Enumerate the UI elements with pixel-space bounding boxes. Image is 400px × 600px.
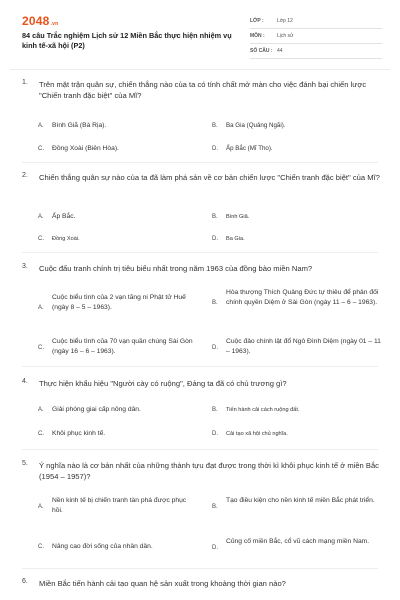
option-text: Ba Gia (Quảng Ngãi). xyxy=(226,122,286,129)
answer-option[interactable] xyxy=(38,429,203,439)
document-meta xyxy=(250,14,382,59)
option-label: A. xyxy=(38,407,44,413)
answer-option[interactable] xyxy=(212,496,377,510)
option-label: C. xyxy=(38,345,44,351)
question-3 xyxy=(22,263,382,274)
option-text: Hòa thượng Thích Quảng Đức tự thiêu để phản đối chính quyền Diệm ở Sài Gòn (ngày 11 – 6 – 1963). xyxy=(226,289,379,306)
question-divider xyxy=(22,366,378,367)
answer-option[interactable] xyxy=(38,293,203,313)
answer-option[interactable] xyxy=(212,537,377,551)
question-header xyxy=(22,578,382,589)
question-number: 5. xyxy=(22,460,28,467)
option-label: A. xyxy=(38,305,44,311)
option-text: Khôi phục kinh tế. xyxy=(52,430,106,437)
meta-row-subject xyxy=(250,29,382,44)
answer-option[interactable] xyxy=(38,542,203,552)
option-label: A. xyxy=(38,504,44,510)
question-divider xyxy=(22,568,378,569)
question-header xyxy=(22,172,382,183)
question-1 xyxy=(22,79,382,101)
option-text: Cải tạo xã hội chủ nghĩa. xyxy=(226,431,288,437)
option-label: A. xyxy=(38,123,44,129)
document-header xyxy=(22,14,382,64)
question-divider xyxy=(22,449,378,450)
option-text: Tạo điều kiện cho nền kinh tế miền Bắc phát triển. xyxy=(226,497,375,504)
answer-option[interactable] xyxy=(212,337,384,357)
header-divider xyxy=(10,69,390,70)
logo-main-text: 2048 xyxy=(22,14,50,28)
option-label: D. xyxy=(212,431,218,437)
option-text: Giải phóng giai cấp nông dân. xyxy=(52,406,141,413)
question-text: Cuộc đấu tranh chính trị tiêu biểu nhất trong năm 1963 của đồng bào miền Nam? xyxy=(39,264,313,273)
question-2 xyxy=(22,172,382,183)
option-text: Đồng Xoài (Biên Hòa). xyxy=(52,145,119,152)
meta-key: MÔN : xyxy=(250,33,265,39)
option-text: Cuộc đảo chính lật đổ Ngô Đình Diệm (ngày 01 – 11 – 1963). xyxy=(226,338,381,355)
meta-value: Lịch sử xyxy=(277,33,294,39)
option-label: B. xyxy=(212,123,218,129)
question-text: Trên mặt trận quân sự, chiến thắng nào của ta có tính chất mở màn cho việc đánh bại chiến lược "Chiến tranh đặc biệt" của Mĩ? xyxy=(39,80,367,100)
answer-option[interactable] xyxy=(38,405,203,415)
option-text: Ấp Bắc (Mĩ Tho). xyxy=(226,145,273,152)
option-label: B. xyxy=(212,214,218,220)
answer-option[interactable] xyxy=(38,337,210,357)
answer-option[interactable] xyxy=(38,144,198,154)
option-label: D. xyxy=(212,545,218,551)
option-label: C. xyxy=(38,544,44,550)
answer-option[interactable] xyxy=(38,234,198,244)
option-label: A. xyxy=(38,214,44,220)
option-label: B. xyxy=(212,504,218,510)
question-number: 6. xyxy=(22,578,28,585)
option-text: Đồng Xoài. xyxy=(52,236,80,242)
question-text: Thực hiện khẩu hiệu "Người cày có ruộng", Đảng ta đã có chủ trương gì? xyxy=(39,379,287,388)
question-header xyxy=(22,378,382,389)
answer-option[interactable] xyxy=(212,288,384,308)
option-text: Cuộc biểu tình của 2 vạn tăng ni Phật tử Huế (ngày 8 – 5 – 1963). xyxy=(52,294,186,311)
answer-option[interactable] xyxy=(212,121,382,131)
question-number: 3. xyxy=(22,263,28,270)
option-text: Củng cố miền Bắc, cổ vũ cách mạng miền Nam. xyxy=(226,538,370,545)
option-label: C. xyxy=(38,236,44,242)
question-divider xyxy=(22,252,378,253)
answer-option[interactable] xyxy=(212,429,384,439)
question-header xyxy=(22,263,382,274)
question-number: 4. xyxy=(22,378,28,385)
question-number: 2. xyxy=(22,172,28,179)
option-text: Bình Giã (Bà Rịa). xyxy=(52,122,107,129)
meta-row-count xyxy=(250,44,382,59)
question-text: Ý nghĩa nào là cơ bản nhất của những thành tựu đạt được trong thời kì khôi phục kinh tế ở miền Bắc (1954 – 1957)? xyxy=(39,461,379,481)
site-logo[interactable] xyxy=(22,14,58,28)
option-text: Cuộc biểu tình của 70 vạn quần chúng Sài Gòn (ngày 16 – 6 – 1963). xyxy=(52,338,193,355)
meta-value: Lớp 12 xyxy=(277,18,293,24)
answer-option[interactable] xyxy=(38,121,198,131)
answer-option[interactable] xyxy=(38,496,198,516)
option-text: Nâng cao đời sống của nhân dân. xyxy=(52,543,153,550)
question-header xyxy=(22,460,382,482)
option-text: Ấp Bắc. xyxy=(52,213,76,220)
meta-key: SỐ CÂU : xyxy=(250,48,273,54)
option-label: D. xyxy=(212,146,218,152)
answer-option[interactable] xyxy=(212,144,382,154)
meta-key: LỚP : xyxy=(250,18,264,24)
answer-option[interactable] xyxy=(38,212,198,222)
document-title: 84 câu Trắc nghiệm Lịch sử 12 Miền Bắc thực hiện nhiệm vụ kinh tế-xã hội (P2) xyxy=(22,31,232,50)
option-text: Ba Gia. xyxy=(226,236,245,242)
question-number: 1. xyxy=(22,79,28,86)
answer-option[interactable] xyxy=(212,234,382,244)
question-5 xyxy=(22,460,382,482)
answer-option[interactable] xyxy=(212,212,382,222)
answer-option[interactable] xyxy=(212,405,384,415)
meta-value: 44 xyxy=(277,48,283,54)
question-6 xyxy=(22,578,382,589)
meta-row-class xyxy=(250,14,382,29)
logo-domain-text: .vn xyxy=(50,21,59,27)
question-text: Miền Bắc tiến hành cải tạo quan hệ sản xuất trong khoảng thời gian nào? xyxy=(39,579,286,588)
question-header xyxy=(22,79,382,101)
option-label: C. xyxy=(38,431,44,437)
option-label: B. xyxy=(212,407,218,413)
option-text: Bình Giã. xyxy=(226,214,250,220)
question-divider xyxy=(22,162,378,163)
option-label: B. xyxy=(212,300,218,306)
option-label: D. xyxy=(212,236,218,242)
option-label: D. xyxy=(212,345,218,351)
question-4 xyxy=(22,378,382,389)
question-text: Chiến thắng quân sự nào của ta đã làm phá sản về cơ bản chiến lược "Chiến tranh đặc biệt" của Mĩ? xyxy=(39,173,380,182)
option-label: C. xyxy=(38,146,44,152)
option-text: Nền kinh tế bị chiến tranh tàn phá được phục hồi. xyxy=(52,497,187,514)
option-text: Tiến hành cải cách ruộng đất. xyxy=(226,407,300,413)
